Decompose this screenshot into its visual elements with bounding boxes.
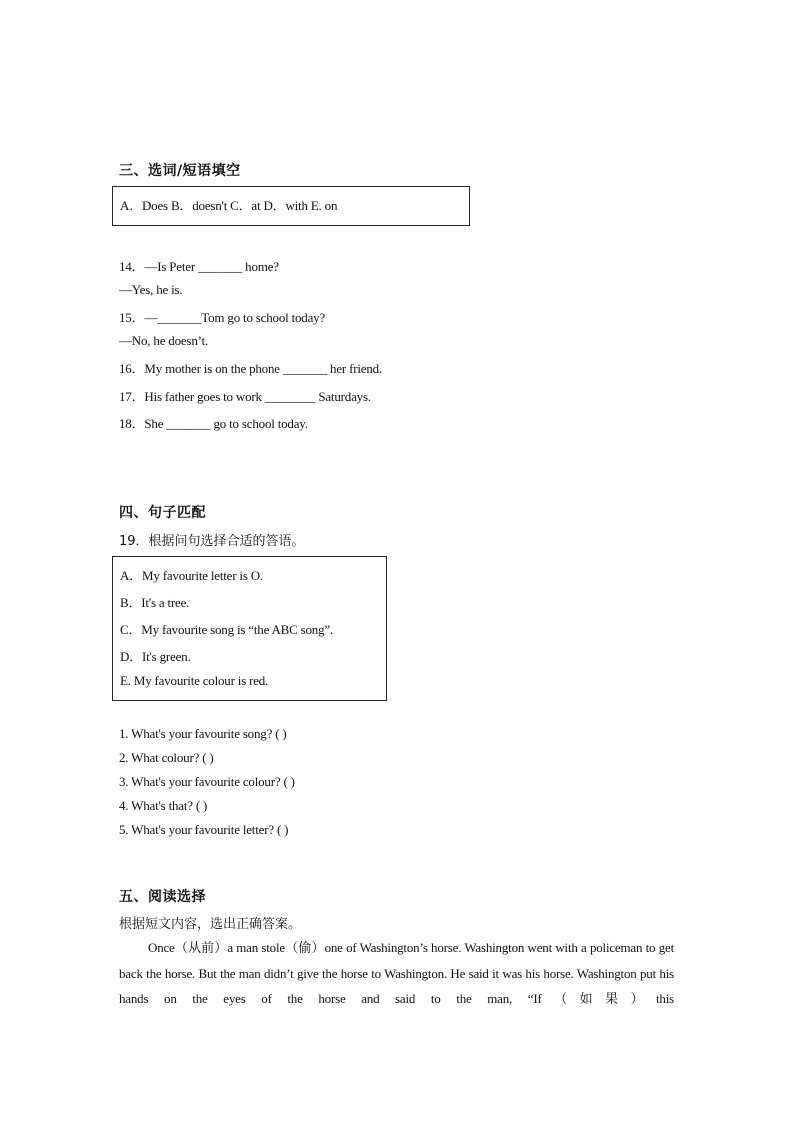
question-16: 16．My mother is on the phone _______ her friend. [119, 361, 382, 376]
match-option-d: D．It's green. [120, 649, 191, 664]
match-question-2: 2. What colour? ( ) [119, 750, 214, 765]
question-17: 17．His father goes to work ________ Saturdays. [119, 389, 371, 404]
match-option-a: A．My favourite letter is O. [120, 568, 263, 583]
answer-14: —Yes, he is. [119, 282, 183, 297]
match-option-b: B．It's a tree. [120, 595, 190, 610]
question-18: 18．She _______ go to school today. [119, 416, 308, 431]
match-option-e: E. My favourite colour is red. [120, 673, 269, 688]
section-3-title: 三、选词/短语填空 [119, 163, 241, 179]
answer-15: —No, he doesn’t. [119, 333, 208, 348]
match-question-3: 3. What's your favourite colour? ( ) [119, 774, 295, 789]
section-5-title: 五、阅读选择 [119, 889, 206, 905]
word-bank-box [112, 186, 470, 226]
section-5-instruction: 根据短文内容，选出正确答案。 [119, 917, 302, 932]
match-question-5: 5. What's your favourite letter? ( ) [119, 822, 289, 837]
question-14: 14．—Is Peter _______ home? [119, 259, 279, 274]
word-bank-options: A．Does B．doesn't C．at D．with E. on [120, 198, 338, 213]
question-15: 15．—_______Tom go to school today? [119, 310, 326, 325]
match-question-1: 1. What's your favourite song? ( ) [119, 726, 287, 741]
reading-passage: Once（从前）a man stole（偷）one of Washington’s horse. Washington went with a policeman to get back the horse. But the man didn’t give the horse to Washington. He said it was his horse. Washington put his hands on the eyes of the horse and said to the man, “If（如果）this [119, 940, 674, 1006]
match-options-box [112, 556, 387, 701]
section-4-instruction: 19．根据问句选择合适的答语。 [119, 534, 305, 549]
section-4-title: 四、句子匹配 [119, 505, 206, 521]
match-question-4: 4. What's that? ( ) [119, 798, 208, 813]
match-option-c: C．My favourite song is “the ABC song”. [120, 622, 334, 637]
